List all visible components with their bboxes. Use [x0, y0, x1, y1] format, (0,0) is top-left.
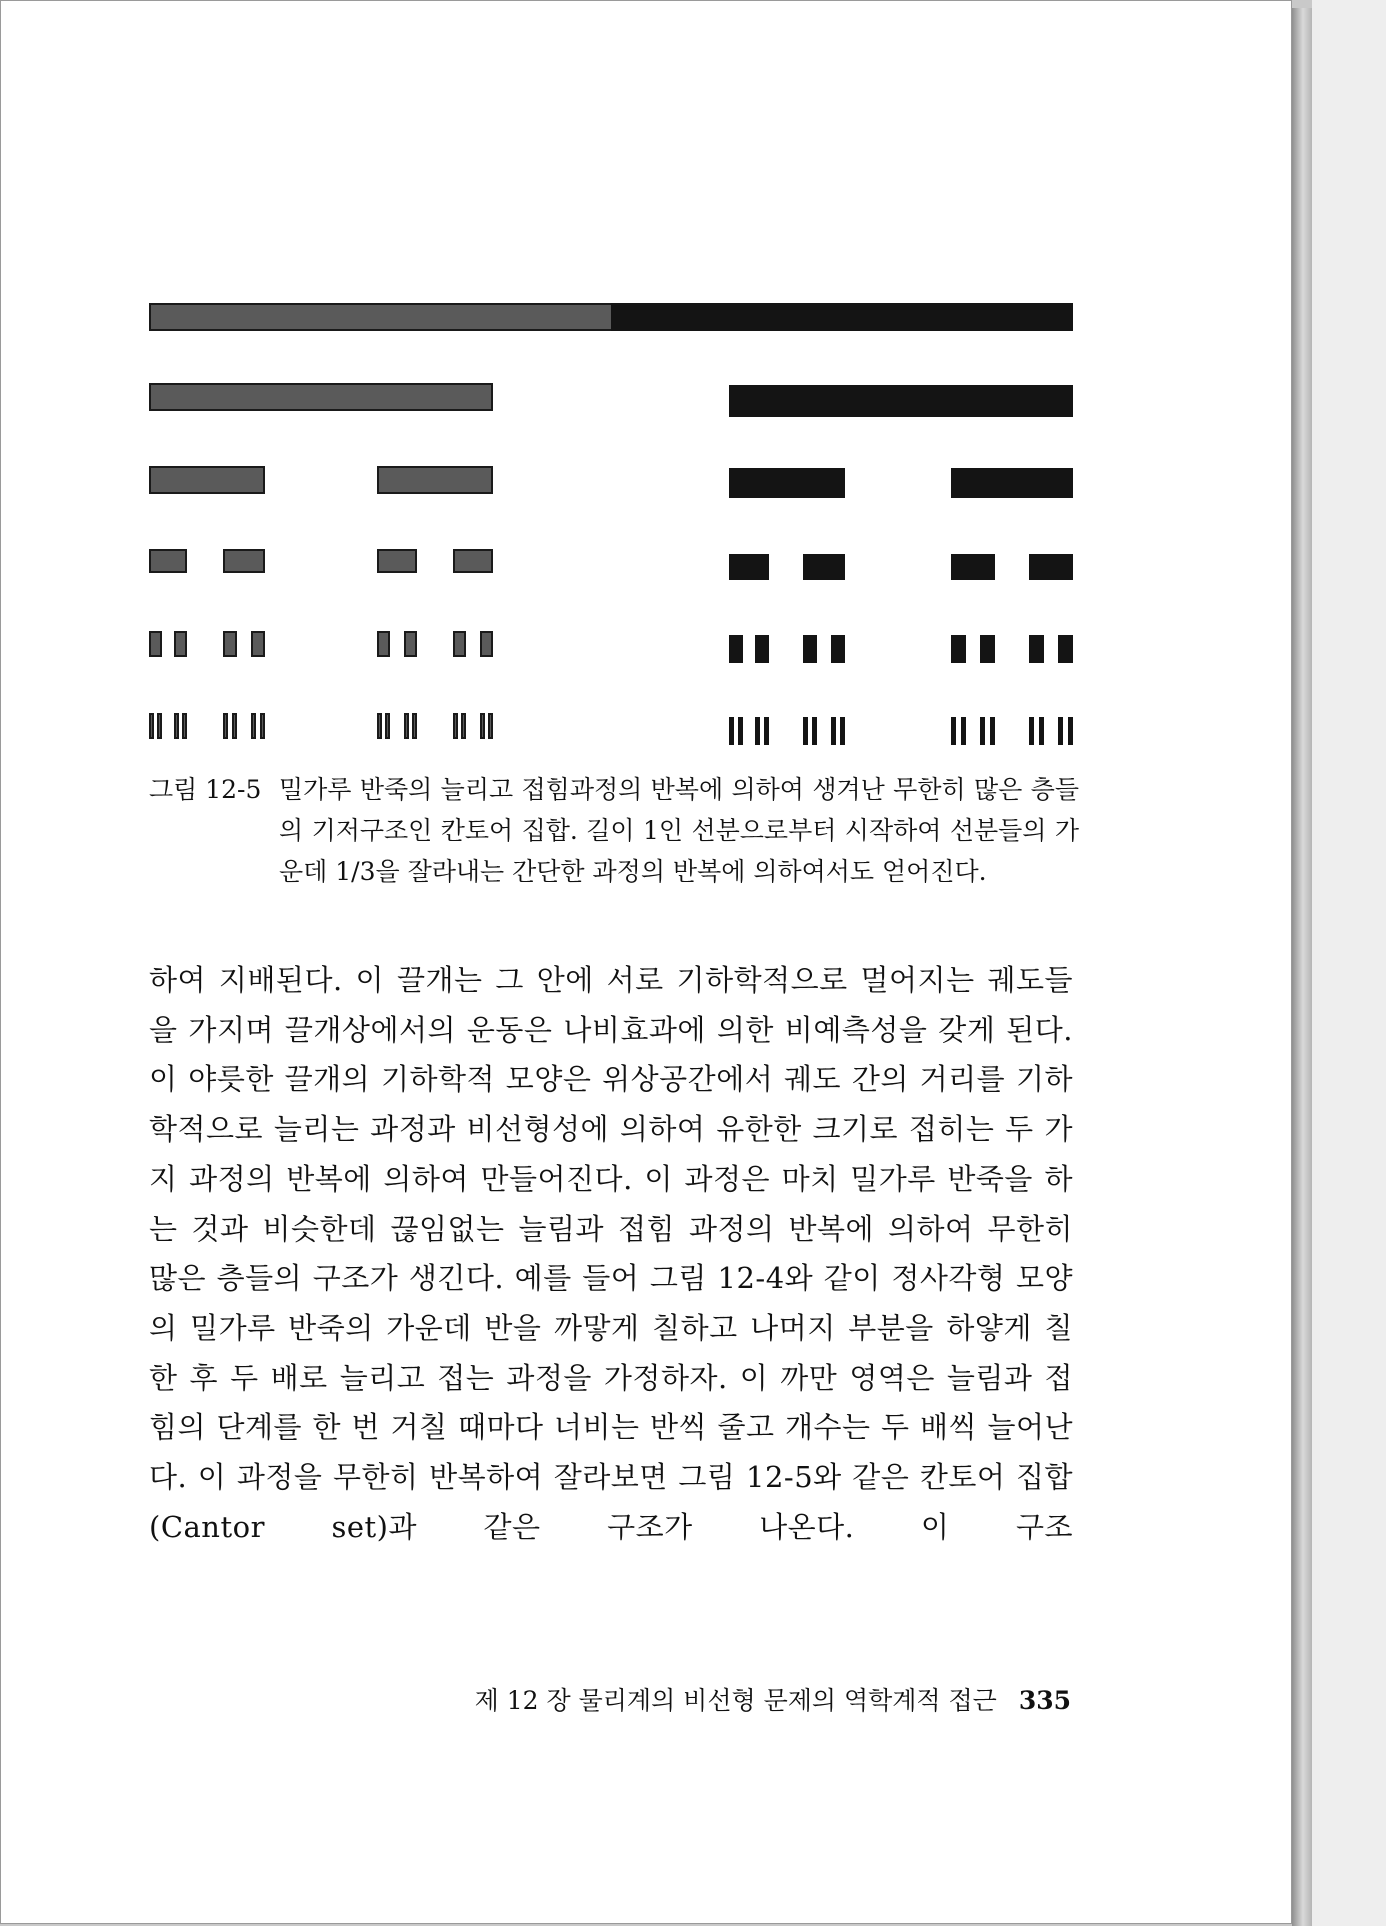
cantor-segment [611, 303, 1073, 331]
cantor-segment [251, 713, 256, 739]
cantor-segment [157, 713, 162, 739]
cantor-segment [404, 631, 417, 657]
cantor-segment [251, 631, 265, 657]
cantor-segment [260, 713, 265, 739]
cantor-segment [831, 635, 845, 663]
page-number: 335 [1018, 1686, 1071, 1715]
cantor-segment [1058, 635, 1073, 663]
cantor-segment [738, 717, 743, 745]
caption-text: 밀가루 반죽의 늘리고 접힘과정의 반복에 의하여 생겨난 무한히 많은 층들의 기저구조인 칸토어 집합. 길이 1인 선분으로부터 시작하여 선분들의 가운데 1/3을 잘라내는 간단한 과정의 반복에 의하여서도 얻어진다. [279, 775, 1079, 886]
cantor-segment [803, 635, 817, 663]
cantor-segment [223, 713, 228, 739]
cantor-segment [755, 717, 760, 745]
cantor-segment [174, 631, 187, 657]
cantor-segment [149, 383, 493, 411]
cantor-segment [232, 713, 237, 739]
cantor-segment [1068, 717, 1073, 745]
cantor-segment [729, 385, 1073, 417]
cantor-segment [223, 631, 237, 657]
cantor-segment [803, 717, 808, 745]
cantor-set-figure [1, 1, 1293, 761]
cantor-segment [149, 303, 619, 331]
cantor-segment [831, 717, 836, 745]
cantor-segment [980, 717, 985, 745]
page-edge-shadow [1292, 8, 1312, 1926]
cantor-segment [480, 713, 485, 739]
cantor-segment [729, 717, 734, 745]
cantor-segment [377, 549, 417, 573]
cantor-segment [149, 549, 187, 573]
cantor-segment [182, 713, 187, 739]
cantor-segment [812, 717, 817, 745]
cantor-segment [453, 549, 493, 573]
cantor-segment [1029, 717, 1034, 745]
cantor-segment [951, 468, 1073, 498]
cantor-segment [377, 713, 382, 739]
cantor-segment [149, 631, 162, 657]
cantor-segment [174, 713, 179, 739]
cantor-segment [412, 713, 417, 739]
cantor-segment [1058, 717, 1063, 745]
cantor-segment [223, 549, 265, 573]
cantor-segment [951, 635, 966, 663]
cantor-segment [480, 631, 493, 657]
cantor-segment [385, 713, 390, 739]
cantor-segment [980, 635, 995, 663]
body-paragraph: 하여 지배된다. 이 끌개는 그 안에 서로 기하학적으로 멀어지는 궤도들을 가지며 끌개상에서의 운동은 나비효과에 의한 비예측성을 갖게 된다. 이 야릇한 끌개의 기하학적 모양은 위상공간에서 궤도 간의 거리를 기하학적으로 늘리는 과정과 비선형성에 의하여 유한한 크기로 접히는 두 가지 과정의 반복에 의하여 만들어진다. 이 과정은 마치 밀가루 반죽을 하는 것과 비슷한데 끊임없는 늘림과 접힘 과정의 반복에 의하여 무한히 많은 층들의 구조가 생긴다. 예를 들어 그림 12-4와 같이 정사각형 모양의 밀가루 반죽의 가운데 반을 까맣게 칠하고 나머지 부분을 하얗게 칠한 후 두 배로 늘리고 접는 과정을 가정하자. 이 까만 영역은 늘림과 접힘의 단계를 한 번 거칠 때마다 너비는 반씩 줄고 개수는 두 배씩 늘어난다. 이 과정을 무한히 반복하여 잘라보면 그림 12-5와 같은 칸토어 집합(Cantor set)과 같은 구조가 나온다. 이 구조 [149, 963, 1073, 1544]
cantor-segment [951, 717, 956, 745]
cantor-segment [1029, 635, 1044, 663]
cantor-segment [377, 631, 390, 657]
cantor-segment [488, 713, 493, 739]
cantor-segment [377, 466, 493, 494]
cantor-segment [961, 717, 966, 745]
cantor-segment [729, 554, 769, 580]
caption-label: 그림 12-5 [149, 775, 262, 804]
chapter-title: 제 12 장 물리계의 비선형 문제의 역학계적 접근 [474, 1686, 997, 1715]
cantor-segment [453, 631, 466, 657]
cantor-segment [1039, 717, 1044, 745]
cantor-segment [729, 468, 845, 498]
cantor-segment [729, 635, 743, 663]
running-footer [401, 1681, 1071, 1717]
cantor-segment [764, 717, 769, 745]
cantor-segment [453, 713, 458, 739]
cantor-segment [149, 466, 265, 494]
cantor-segment [149, 713, 154, 739]
cantor-segment [990, 717, 995, 745]
cantor-segment [951, 554, 995, 580]
background-margin [1312, 0, 1386, 1926]
cantor-segment [803, 554, 845, 580]
cantor-segment [755, 635, 769, 663]
cantor-segment [461, 713, 466, 739]
cantor-segment [840, 717, 845, 745]
cantor-segment [1029, 554, 1073, 580]
cantor-segment [404, 713, 409, 739]
